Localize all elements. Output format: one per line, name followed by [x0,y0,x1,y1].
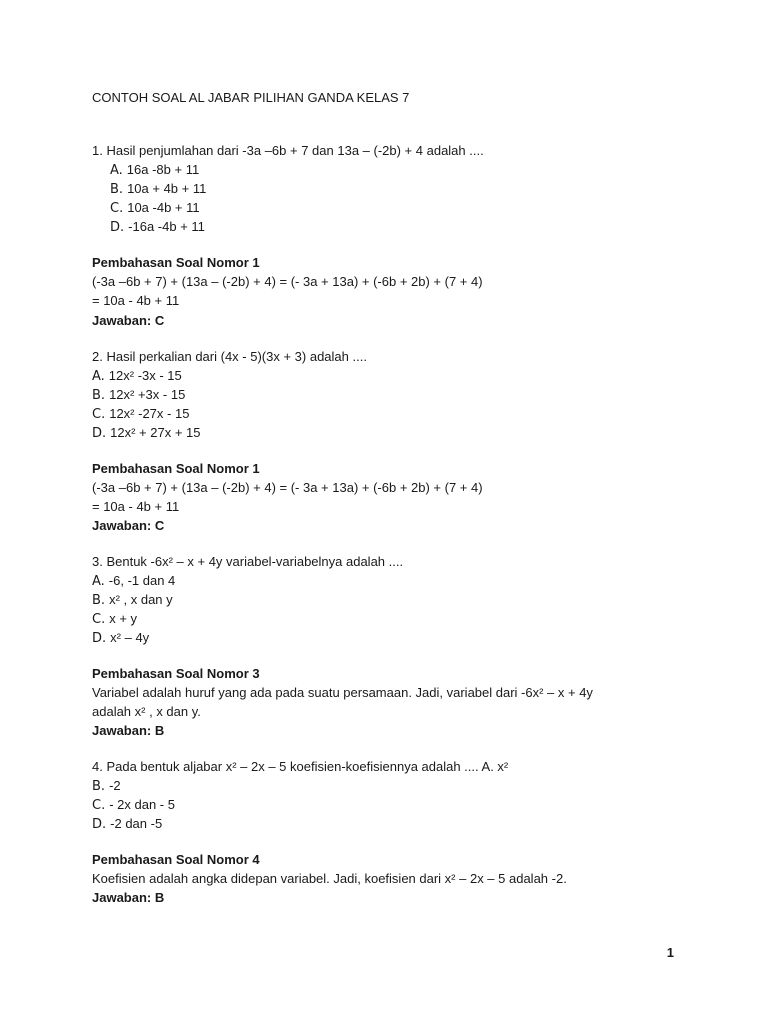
question-1-option-d [110,218,205,237]
option-text: -16a -4b + 11 [128,219,205,234]
option-letter: B. [92,593,106,608]
discussion-3-line-1: Variabel adalah huruf yang ada pada suatu persamaan. Jadi, variabel dari -6x² – x + 4y [92,685,593,700]
question-1-option-a [110,161,199,180]
question-3-text: 3. Bentuk -6x² – x + 4y variabel-variabelnya adalah .... [92,554,404,569]
option-letter: A. [92,369,105,384]
discussion-1-title: Pembahasan Soal Nomor 1 [92,255,260,270]
question-2-text: 2. Hasil perkalian dari (4x - 5)(3x + 3) adalah .... [92,349,367,364]
question-1-option-b [110,180,206,199]
document-title: CONTOH SOAL AL JABAR PILIHAN GANDA KELAS 7 [92,90,410,105]
option-text: -2 [109,778,121,793]
option-text: -2 dan -5 [110,816,163,831]
option-letter: C. [92,407,106,422]
option-letter: A. [110,163,123,178]
discussion-3-title: Pembahasan Soal Nomor 3 [92,666,260,681]
answer-1: Jawaban: C [92,313,165,328]
option-text: x² – 4y [110,630,150,645]
option-letter: D. [110,220,125,235]
discussion-1-line-1: (-3a –6b + 7) + (13a – (-2b) + 4) = (- 3a + 13a) + (-6b + 2b) + (7 + 4) [92,274,483,289]
discussion-2-line-1: (-3a –6b + 7) + (13a – (-2b) + 4) = (- 3a + 13a) + (-6b + 2b) + (7 + 4) [92,480,483,495]
page-number: 1 [666,945,674,960]
question-2-option-b [92,386,185,405]
option-letter: B. [92,388,106,403]
question-3-option-b [92,591,173,610]
option-text: 16a -8b + 11 [126,162,200,177]
option-text: -6, -1 dan 4 [108,573,176,588]
option-letter: C. [110,201,124,216]
answer-4: Jawaban: B [92,890,165,905]
discussion-3-line-2: adalah x² , x dan y. [92,704,201,719]
option-text: 12x² -3x - 15 [108,368,182,383]
option-text: x² , x dan y [109,592,173,607]
discussion-2-line-2: = 10a - 4b + 11 [92,499,180,514]
discussion-4-title: Pembahasan Soal Nomor 4 [92,852,260,867]
option-text: 12x² +3x - 15 [109,387,186,402]
option-letter: C. [92,798,106,813]
question-1-text: 1. Hasil penjumlahan dari -3a –6b + 7 dan 13a – (-2b) + 4 adalah .... [92,143,484,158]
question-3-option-d [92,629,149,648]
question-4-option-b [92,777,121,796]
question-2-option-c [92,405,189,424]
option-letter: A. [92,574,105,589]
option-text: - 2x dan - 5 [109,797,175,812]
answer-3: Jawaban: B [92,723,165,738]
option-text: 10a + 4b + 11 [127,181,207,196]
question-4-text: 4. Pada bentuk aljabar x² – 2x – 5 koefisien-koefisiennya adalah .... A. x² [92,759,509,774]
option-text: 12x² + 27x + 15 [110,425,201,440]
answer-2: Jawaban: C [92,518,165,533]
option-letter: C. [92,612,106,627]
option-text: 12x² -27x - 15 [109,406,190,421]
question-2-option-d [92,424,201,443]
question-1-option-c [110,199,200,218]
option-letter: D. [92,426,107,441]
question-4-option-c [92,796,175,815]
option-letter: D. [92,631,107,646]
discussion-2-title: Pembahasan Soal Nomor 1 [92,461,260,476]
discussion-4-line-1: Koefisien adalah angka didepan variabel. Jadi, koefisien dari x² – 2x – 5 adalah -2. [92,871,567,886]
option-letter: D. [92,817,107,832]
option-text: 10a -4b + 11 [127,200,200,215]
option-letter: B. [92,779,106,794]
question-3-option-c [92,610,137,629]
question-2-option-a [92,367,182,386]
option-letter: B. [110,182,124,197]
option-text: x + y [109,611,138,626]
discussion-1-line-2: = 10a - 4b + 11 [92,293,180,308]
question-3-option-a [92,572,175,591]
question-4-option-d [92,815,162,834]
